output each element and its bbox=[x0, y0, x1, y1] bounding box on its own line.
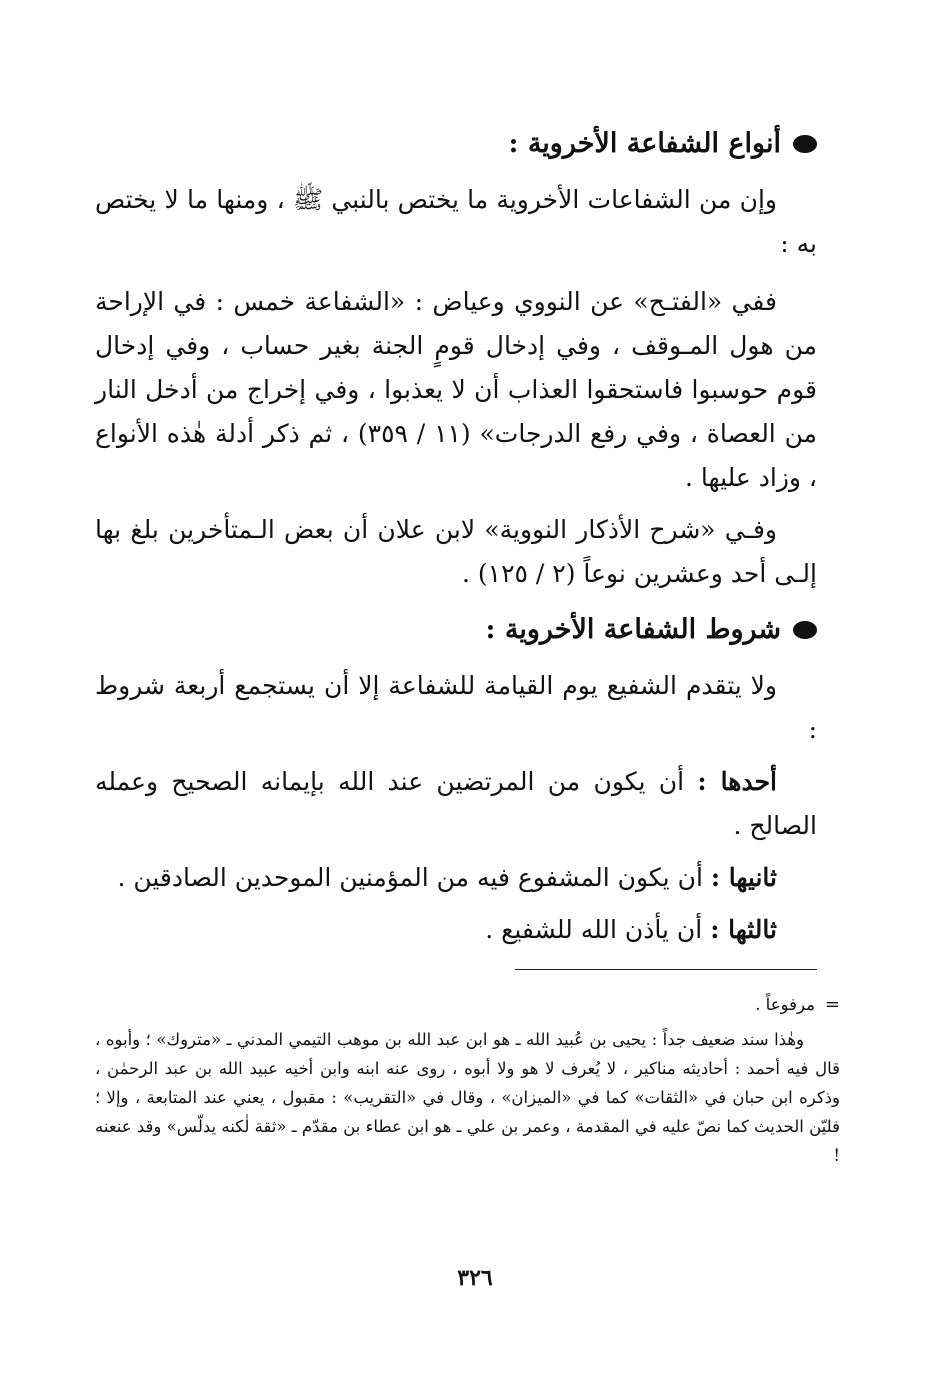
footnote-paragraph: وهٰذا سند ضعيف جداً : يحيى بن عُبيد الله ـ هو ابن عبد الله بن موهب التيمي المدني ـ «متروك» ؛ وأبوه ، قال فيه أحمد : أحاديثه مناكير ، لا يُعرف لا هو ولا أبوه ، روى عنه ابنه وابن أخيه عبيد الله بن عبد الرحمٰن ، وذكره ابن حبان في «الثقات» كما في «الميزان» ، وقال في «التقريب» : مقبول ، يعني عند المتابعة ، وإلا ؛ فليّن الحديث كما نصّ عليه في المقدمة ، وعمر بن علي ـ هو ابن عطاء بن مقدّم ـ «ثقة لٰكنه يدلّس» وقد عنعنه ! bbox=[95, 1030, 840, 1165]
section-heading-types bbox=[95, 118, 817, 170]
footnote-divider bbox=[515, 969, 817, 970]
condition-3-label: ثالثها : bbox=[710, 915, 777, 944]
types-paragraph-adhkar: وفـي «شرح الأذكار النووية» لابن علان أن بعض الـمتأخرين بلغ بها إلـى أحد وعشرين نوعاً (٢ / ١٢٥) . bbox=[95, 515, 817, 588]
condition-2 bbox=[95, 856, 817, 900]
bullet-icon bbox=[793, 135, 817, 153]
footnotes bbox=[95, 990, 840, 1170]
main-text bbox=[95, 118, 817, 952]
section-heading-conditions bbox=[95, 604, 817, 656]
types-paragraph-fath: ففي «الفتـح» عن النووي وعياض : «الشفاعة خمس : في الإراحة من هول المـوقف ، وفي إدخال قومٍ الجنة بغير حساب ، وفي إدخال قوم حوسبوا فاستحقوا العذاب أن لا يعذبوا ، وفي إخراج من أدخل النار من العصاة ، وفي رفع الدرجات» (١١ / ٣٥٩) ، ثم ذكر أدلة هٰذه الأنواع ، وزاد عليها . bbox=[95, 287, 818, 492]
bullet-icon bbox=[793, 621, 817, 639]
footnote-line-1: مرفوعاً . bbox=[755, 995, 815, 1014]
types-intro: وإن من الشفاعات الأخروية ما يختص بالنبي ﷺ ، ومنها ما لا يختص به : bbox=[95, 185, 817, 258]
footnote-continuation bbox=[95, 990, 840, 1019]
conditions-intro: ولا يتقدم الشفيع يوم القيامة للشفاعة إلا أن يستجمع أربعة شروط : bbox=[95, 671, 817, 744]
condition-1 bbox=[95, 760, 817, 848]
condition-2-label: ثانيها : bbox=[710, 863, 777, 892]
page-number: ٣٢٦ bbox=[457, 1265, 493, 1291]
continuation-mark: = bbox=[824, 994, 840, 1015]
condition-1-text: أن يكون من المرتضين عند الله بإيمانه الصحيح وعمله الصالح . bbox=[95, 767, 817, 840]
condition-3-text: أن يأذن الله للشفيع . bbox=[485, 915, 711, 944]
condition-3 bbox=[95, 908, 817, 952]
heading-text: شروط الشفاعة الأخروية : bbox=[485, 614, 781, 645]
heading-text: أنواع الشفاعة الأخروية : bbox=[508, 128, 781, 159]
condition-1-label: أحدها : bbox=[697, 767, 777, 796]
condition-2-text: أن يكون المشفوع فيه من المؤمنين الموحدين الصادقين . bbox=[117, 863, 711, 892]
